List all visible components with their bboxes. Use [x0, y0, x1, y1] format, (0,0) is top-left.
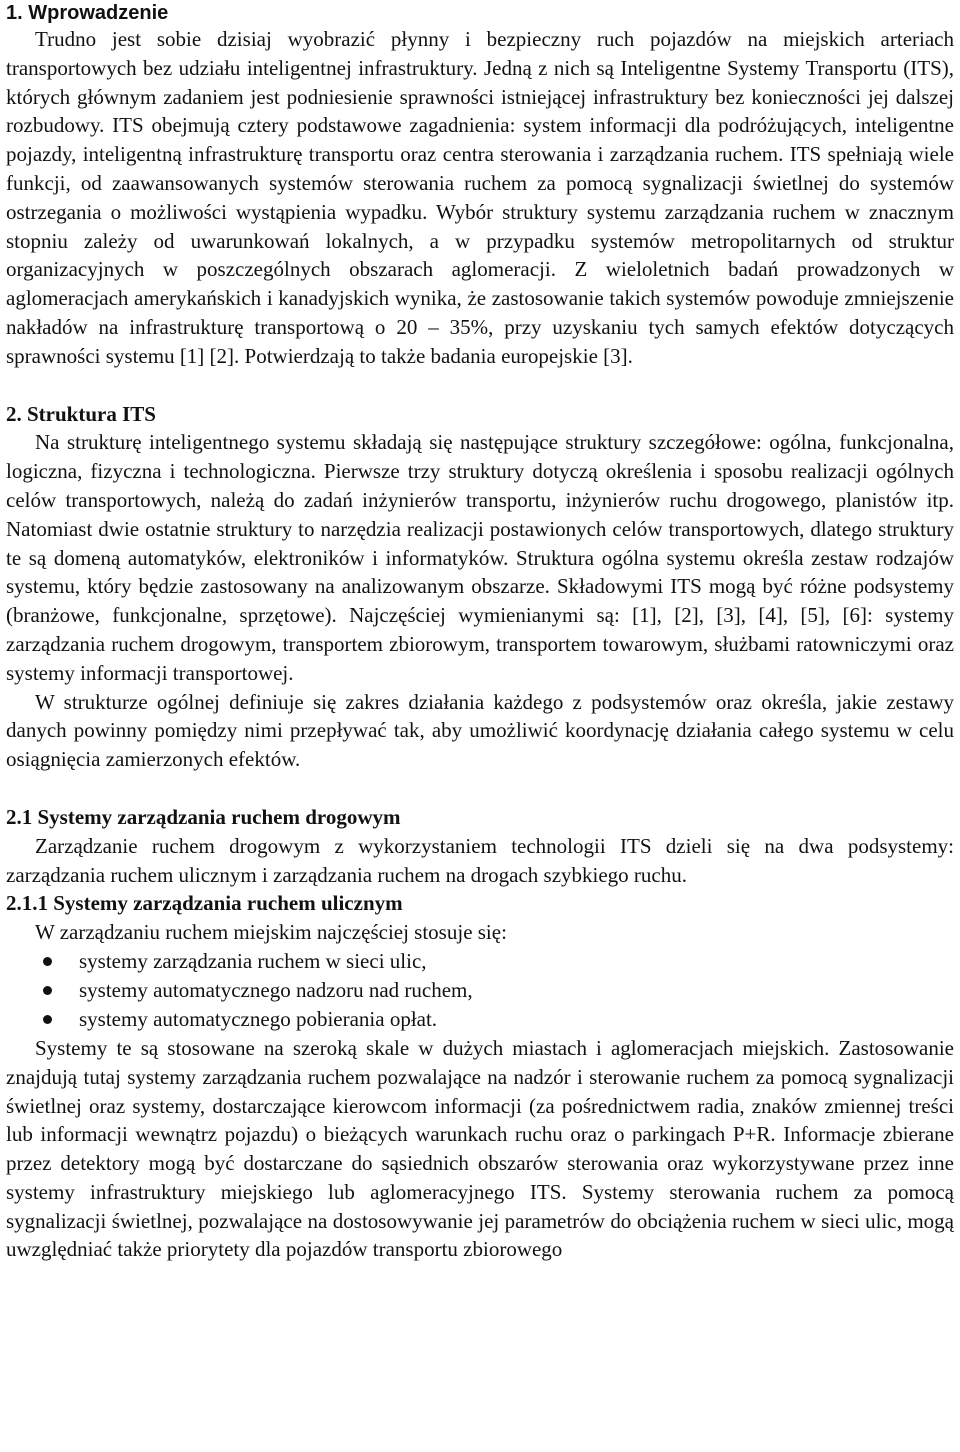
list-item-text: systemy automatycznego pobierania opłat. [79, 1006, 438, 1031]
bullet-icon [43, 1015, 52, 1024]
bullet-icon [43, 986, 52, 995]
section-2-1-paragraph: Zarządzanie ruchem drogowym z wykorzystaniem technologii ITS dzieli się na dwa podsystemy: zarządzania ruchem ulicznym i zarządzania ruchem na drogach szybkiego ruchu. [6, 833, 954, 887]
list-item-text: systemy automatycznego nadzoru nad ruchem, [79, 977, 473, 1002]
section-2-1-1-intro: W zarządzaniu ruchem miejskim najczęściej stosuje się: [35, 920, 507, 945]
list-item [6, 947, 954, 976]
bullet-list [6, 947, 954, 1034]
section-2-1-1-paragraph: Systemy te są stosowane na szeroką skale w dużych miastach i aglomeracjach miejskich. Zastosowanie znajdują tutaj systemy zarządzania ruchem pozwalające na nadzór i sterowanie ruchem za pomocą sygnalizacji świetlnej oraz systemy, dostarczające kierowcom informacji (za pośrednictwem radia, znaków zmiennej treści lub informacji wewnątrz pojazdu) o bieżących warunkach ruchu oraz o parkingach P+R. Informacje zbierane przez detektory mogą być dostarczane do sąsiednich obszarów sterowania oraz wykorzystywane przez inne systemy infrastruktury miejskiego lub aglomeracyjnego ITS. Systemy sterowania ruchem za pomocą sygnalizacji świetlnej, pozwalające na dostosowywanie jej parametrów do obciążenia ruchem w sieci ulic, mogą uwzględniać także priorytety dla pojazdów transportu zbiorowego [6, 1035, 954, 1262]
section-2-heading: 2. Struktura ITS [6, 401, 156, 426]
section-1-heading: 1. Wprowadzenie [6, 2, 169, 24]
list-item [6, 976, 954, 1005]
section-2-paragraph-1: Na strukturę inteligentnego systemu składają się następujące struktury szczegółowe: ogólna, funkcjonalna, logiczna, fizyczna i technologiczna. Pierwsze trzy struktury dotyczą określenia i sposobu realizacji ogólnych celów transportowych, należą do zadań inżynierów transportu, inżynierów ruchu drogowego, planistów itp. Natomiast dwie ostatnie struktury to narzędzia realizacji postawionych celów transportowych, dlatego struktury te są domeną automatyków, elektroników i informatyków. Struktura ogólna systemu określa zestaw rodzajów systemu, który będzie zastosowany na analizowanym obszarze. Składowymi ITS mogą być różne podsystemy (branżowe, funkcjonalne, sprzętowe). Najczęściej wymienianymi są: [1], [2], [3], [4], [5], [6]: systemy zarządzania ruchem drogowym, transportem zbiorowym, transportem towarowym, służbami ratowniczymi oraz systemy informacji transportowej. [6, 430, 954, 685]
section-2-1-1-heading: 2.1.1 Systemy zarządzania ruchem ulicznym [6, 891, 403, 916]
list-item-text: systemy zarządzania ruchem w sieci ulic, [79, 948, 427, 973]
list-item [6, 1005, 954, 1034]
section-1-paragraph: Trudno jest sobie dzisiaj wyobrazić płynny i bezpieczny ruch pojazdów na miejskich arteriach transportowych bez udziału inteligentnej infrastruktury. Jedną z nich są Inteligentne Systemy Transportu (ITS), których głównym zadaniem jest podniesienie sprawności istniejącej infrastruktury bez konieczności jej dalszej rozbudowy. ITS obejmują cztery podstawowe zagadnienia: system informacji dla podróżujących, inteligentne pojazdy, inteligentną infrastrukturę transportu oraz centra sterowania i zarządzania ruchem. ITS spełniają wiele funkcji, od zaawansowanych systemów sterowania ruchem za pomocą sygnalizacji świetlnej do systemów ostrzegania o możliwości wystąpienia wypadku. Wybór struktury systemu zarządzania ruchem w znacznym stopniu zależy od uwarunkowań lokalnych, a w przypadku systemów metropolitarnych od struktur organizacyjnych w poszczególnych obszarach aglomeracji. Z wieloletnich badań prowadzonych w aglomeracjach amerykańskich i kanadyjskich wynika, że zastosowanie takich systemów powoduje zmniejszenie nakładów na infrastrukturę transportową o 20 – 35%, przy uzyskaniu tych samych efektów dotyczących sprawności systemu [1] [2]. Potwierdzają to także badania europejskie [3]. [6, 27, 954, 368]
spacer [6, 371, 954, 400]
document-page [6, 0, 954, 1264]
bullet-icon [43, 957, 52, 966]
section-2-paragraph-2: W strukturze ogólnej definiuje się zakres działania każdego z podsystemów oraz określa, jakie zestawy danych powinny pomiędzy nimi przepływać tak, aby umożliwić koordynację działania całego systemu w celu osiągnięcia zamierzonych efektów. [6, 689, 954, 772]
section-2-1-heading: 2.1 Systemy zarządzania ruchem drogowym [6, 804, 401, 829]
spacer [6, 774, 954, 803]
